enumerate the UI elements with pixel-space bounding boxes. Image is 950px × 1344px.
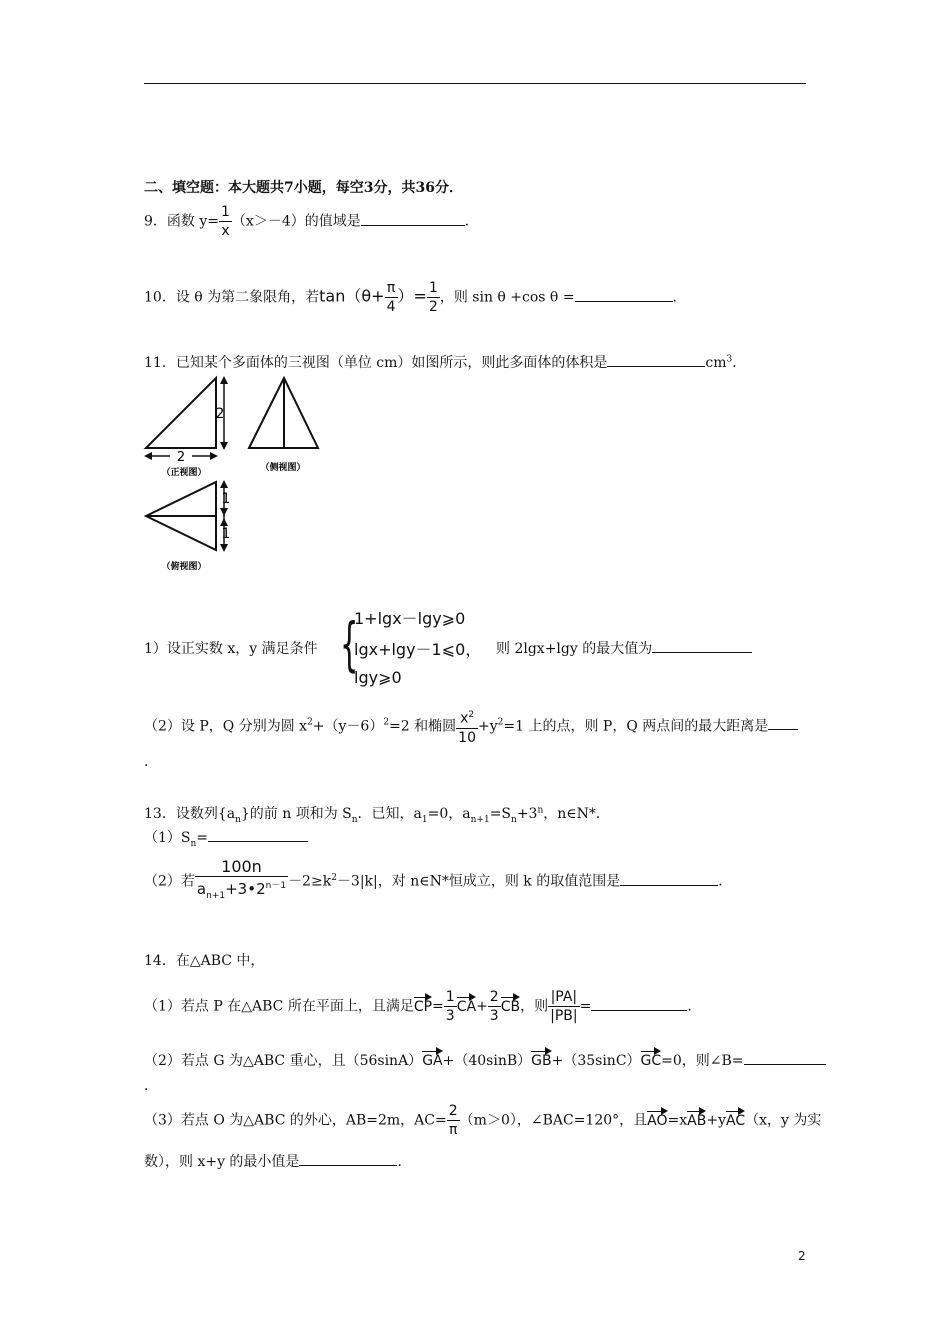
answer-blank[interactable] [299, 1151, 397, 1166]
question-14-intro: 14．在△ABC 中， [144, 953, 265, 969]
question-12-part1-tail: 则 2lgx+lgy 的最大值为 [496, 638, 752, 658]
header-rule [144, 83, 806, 84]
answer-blank[interactable] [575, 287, 673, 302]
answer-blank[interactable] [591, 996, 687, 1011]
condition-1: 1+lgx－lgy⩾0 [354, 609, 466, 628]
three-view-figure [140, 372, 340, 582]
condition-3: lgy⩾0 [354, 668, 402, 687]
question-14-part3-line2: 数），则 x+y 的最小值是 ． [144, 1151, 411, 1171]
vector-gc: GC [640, 1053, 662, 1069]
top-seg1-label: 1 [221, 491, 231, 507]
q12-part2-end: ． [144, 754, 158, 770]
question-14-part2: （2）若点 G 为△ABC 重心，且（56sinA）GA+（40sinB）GB+（35sinC）GC=0，则∠B= [144, 1050, 826, 1070]
answer-blank[interactable] [768, 715, 798, 730]
top-view-label: （俯视图） [161, 562, 207, 572]
question-12-part2: （2）设 P，Q 分别为圆 $x^2+(y-6)^2=2$ 和椭圆 $\frac{x^2}{10}$ $+y^2=1$ 上的点，则 P，Q 两点间的最大距离是 [144, 706, 798, 747]
front-width-label: 2 [176, 450, 186, 465]
vector-gb: GB [531, 1053, 552, 1069]
ratio-pa-pb: $\frac{|PA|}{|PB|}$ [550, 989, 578, 1024]
q9-before: 9．函数 y= [144, 213, 219, 230]
question-11: 11．已知某个多面体的三视图（单位 cm）如图所示，则此多面体的体积是 $cm^3$． [144, 352, 746, 372]
question-13-intro: 13．设数列$\{a_n\}$的前 n 项和为 $S_n$．已知，$a_1=0$，$a_{n+1}=S_n+3^n$，n∈N*． [144, 805, 610, 825]
answer-blank[interactable] [607, 352, 705, 367]
front-view-triangle [146, 378, 216, 448]
q10-half-fraction: $\frac{1}{2}$ [428, 280, 438, 315]
front-height-label: 2 [215, 406, 225, 422]
ellipse-fraction: $\frac{x^2}{10}$ [456, 706, 478, 747]
q9-fraction: $\frac{1}{x}$ [221, 204, 230, 239]
question-12-part1-intro: 1）设正实数 x，y 满足条件 [144, 641, 318, 657]
front-view-label: （正视图） [161, 468, 207, 478]
top-seg2-label: 1 [221, 526, 231, 542]
question-14-part1: （1）若点 P 在△ABC 所在平面上，且满足CP= $\frac{1}{3}$ CA+ $\frac{2}{3}$ CB，则 $\frac{|PA|}{|PB|}$ = ． [144, 989, 702, 1024]
answer-blank[interactable] [208, 827, 308, 842]
vector-ga: GA [422, 1053, 443, 1069]
question-13-part1: $(1)S_n=$ [144, 827, 308, 849]
side-view-label: （侧视图） [260, 463, 306, 473]
q13-fraction: $\frac{100n}{a_{n+1}+3•2^{n-1}}$ [196, 857, 287, 901]
system-brace: { [340, 610, 359, 678]
answer-blank[interactable] [652, 638, 752, 653]
section-title: 二、填空题：本大题共7小题，每空3分，共36分． [144, 180, 463, 196]
answer-blank[interactable] [744, 1050, 826, 1065]
vector-ac: AC [725, 1112, 746, 1129]
condition-2: lgx+lgy－1⩽0， [354, 640, 482, 659]
vector-cp: CP [413, 998, 433, 1015]
question-14-part3: （3）若点 O 为△ABC 的外心，AB=2m，AC= $\frac{2}{\pi}$ （m＞0），∠BAC=120°，且AO=xAB+yAC（x，y 为实 [144, 1103, 822, 1138]
vector-ca: CA [456, 998, 477, 1015]
vector-ao: AO [647, 1112, 668, 1129]
vector-cb: CB [500, 998, 521, 1015]
q10-pi-fraction: $\frac{\pi}{4}$ [386, 280, 396, 315]
question-13-part2: （2）若 $\frac{100n}{a_{n+1}+3•2^{n-1}}$ $-2\ge k^2-3|k|$，对 n∈N*恒成立，则 k 的取值范围是 ． [144, 858, 732, 905]
answer-blank[interactable] [620, 871, 718, 886]
q14-part2-end: ． [144, 1078, 158, 1094]
vector-ab: AB [687, 1112, 707, 1129]
question-9: 9．函数 y= $\frac{1}{x}$ （x＞－4）的值域是 ． [144, 204, 479, 239]
answer-blank[interactable] [361, 211, 465, 226]
page-number: 2 [798, 1249, 806, 1263]
question-10: 10．设 θ 为第二象限角，若tan（θ+ $\frac{\pi}{4}$ ）= $\frac{1}{2}$ ，则 sin θ +cos θ = ． [144, 280, 687, 315]
